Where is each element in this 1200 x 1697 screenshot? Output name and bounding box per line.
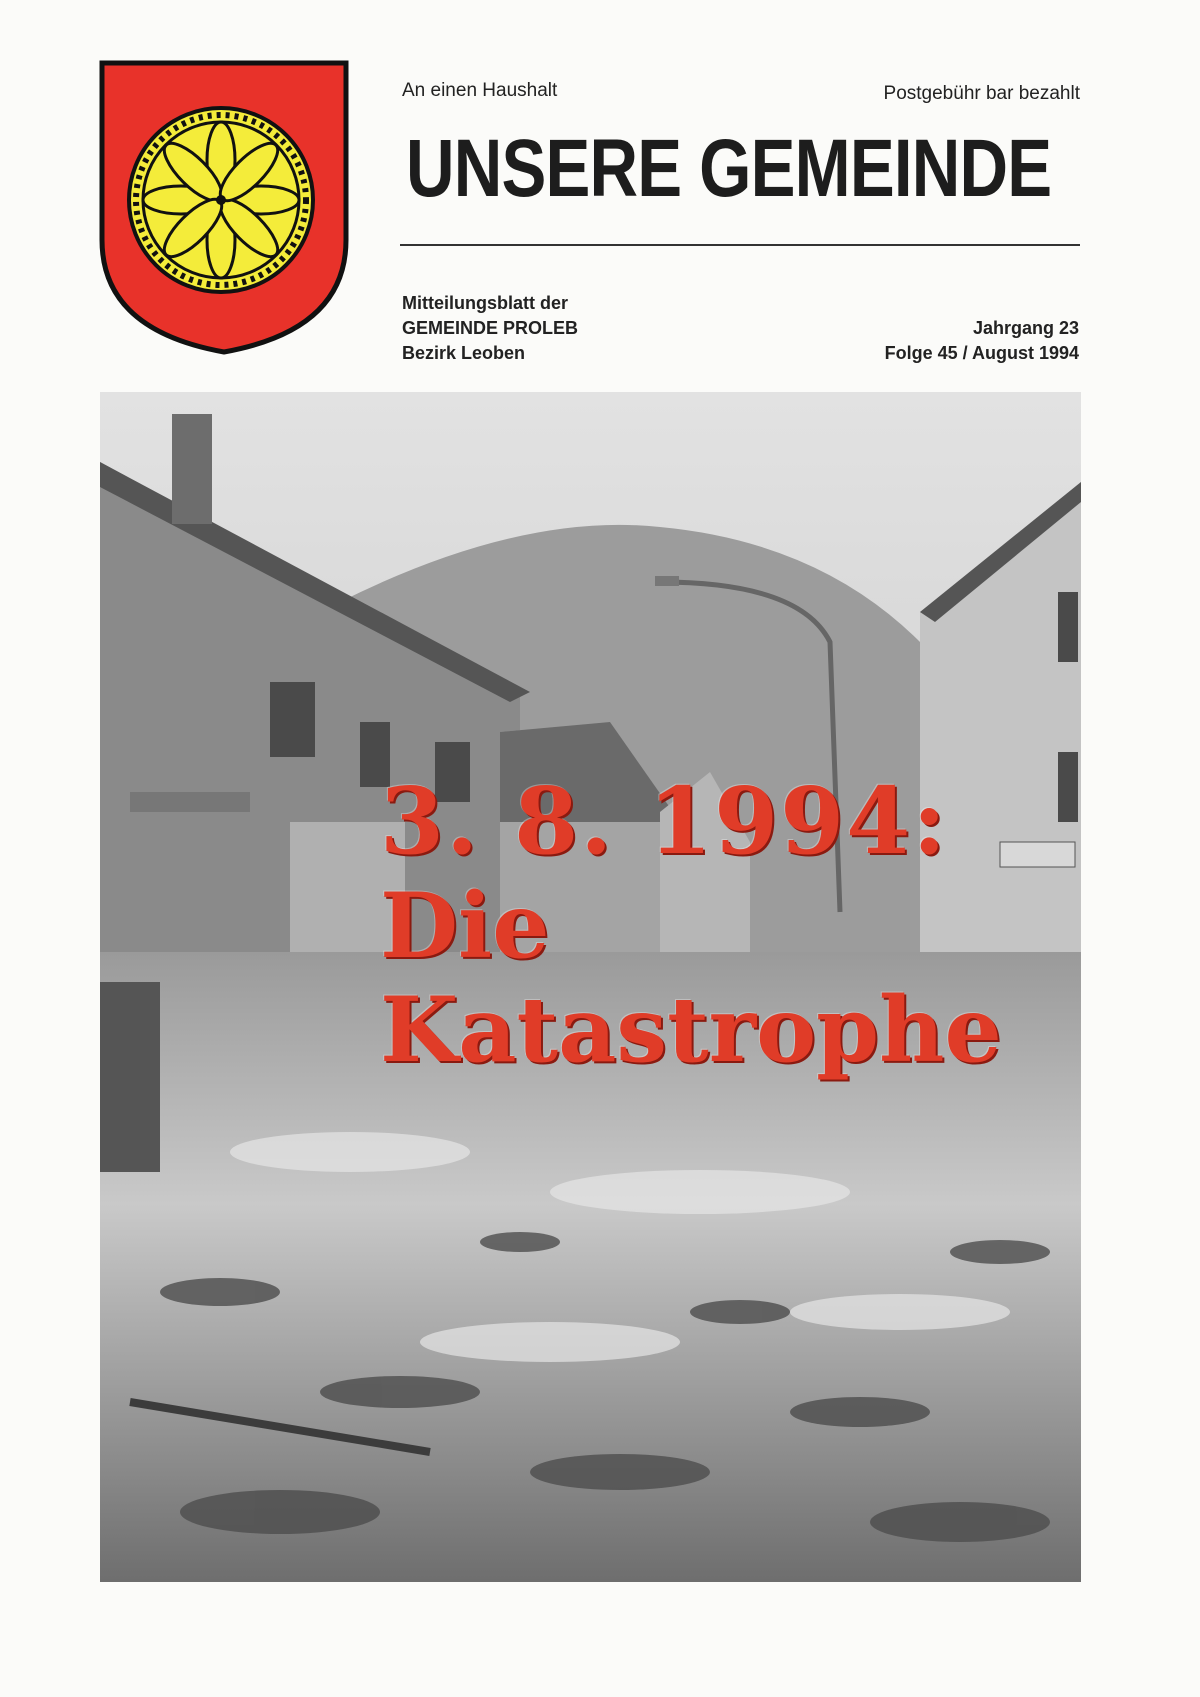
publisher-info bbox=[402, 291, 578, 366]
cover-headline bbox=[380, 767, 1002, 1083]
volume-label: Jahrgang 23 bbox=[972, 318, 1079, 338]
coat-of-arms-logo bbox=[99, 60, 349, 355]
headline-word: Katastrophe bbox=[380, 977, 1002, 1083]
postage-note: Postgebühr bar bezahlt bbox=[883, 83, 1080, 104]
publisher-line: Mitteilungsblatt der bbox=[402, 293, 568, 313]
cover-photo bbox=[100, 392, 1081, 1582]
issue-info bbox=[885, 316, 1079, 366]
publisher-line: Bezirk Leoben bbox=[402, 343, 526, 363]
address-recipient: An einen Haushalt bbox=[402, 80, 558, 101]
publication-title: UNSERE GEMEINDE bbox=[406, 123, 1052, 214]
headline-date: 3. 8. 1994: bbox=[380, 767, 949, 875]
publisher-line: GEMEINDE PROLEB bbox=[402, 318, 579, 338]
issue-label: Folge 45 / August 1994 bbox=[884, 343, 1079, 363]
title-divider bbox=[400, 244, 1080, 246]
headline-word: Die bbox=[380, 873, 550, 979]
